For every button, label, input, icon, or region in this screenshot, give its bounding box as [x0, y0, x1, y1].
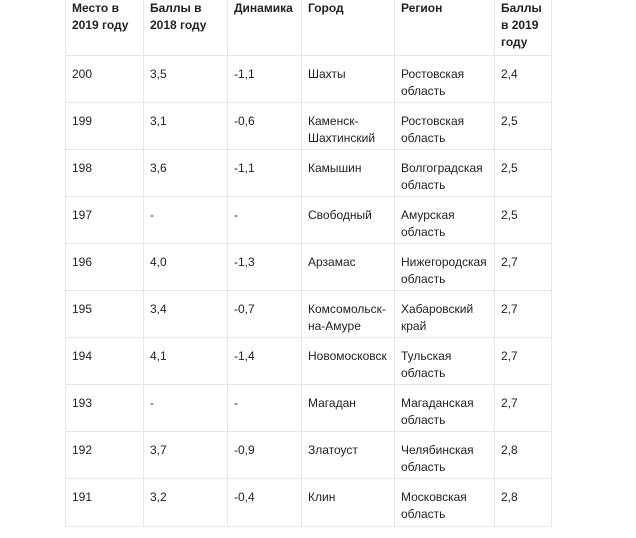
- cell-region: Магаданская область: [395, 385, 495, 432]
- cell-dynamics: -1,3: [228, 244, 302, 291]
- cell-dynamics: -: [228, 197, 302, 244]
- header-place-2019: Место в 2019 году: [66, 0, 144, 56]
- cell-score-2018: -: [144, 197, 228, 244]
- cell-score-2019: 2,7: [495, 244, 552, 291]
- cell-dynamics: -1,1: [228, 150, 302, 197]
- cell-city: Арзамас: [302, 244, 395, 291]
- table-row: [66, 338, 552, 385]
- table-body: [66, 56, 552, 527]
- cell-region: Челябинская область: [395, 432, 495, 479]
- cell-region: Амурская область: [395, 197, 495, 244]
- cell-dynamics: -: [228, 385, 302, 432]
- cell-dynamics: -0,4: [228, 479, 302, 527]
- header-city: Город: [302, 0, 395, 56]
- cell-score-2018: -: [144, 385, 228, 432]
- cell-score-2019: 2,4: [495, 56, 552, 103]
- cell-region: Нижегородская область: [395, 244, 495, 291]
- cell-score-2019: 2,8: [495, 432, 552, 479]
- cell-score-2018: 3,7: [144, 432, 228, 479]
- table-row: [66, 244, 552, 291]
- cell-place: 191: [66, 479, 144, 527]
- cell-score-2019: 2,5: [495, 103, 552, 150]
- cell-city: Клин: [302, 479, 395, 527]
- cell-score-2018: 3,1: [144, 103, 228, 150]
- cell-city: Комсомольск-на-Амуре: [302, 291, 395, 338]
- cell-region: Волгоградская область: [395, 150, 495, 197]
- header-region: Регион: [395, 0, 495, 56]
- cell-place: 193: [66, 385, 144, 432]
- ranking-table-container: [65, 0, 552, 527]
- cell-dynamics: -0,6: [228, 103, 302, 150]
- cell-place: 199: [66, 103, 144, 150]
- cell-city: Златоуст: [302, 432, 395, 479]
- cell-place: 197: [66, 197, 144, 244]
- cell-score-2019: 2,5: [495, 197, 552, 244]
- cell-city: Шахты: [302, 56, 395, 103]
- cell-city: Камышин: [302, 150, 395, 197]
- header-score-2018: Баллы в 2018 году: [144, 0, 228, 56]
- table-row: [66, 197, 552, 244]
- cell-dynamics: -1,1: [228, 56, 302, 103]
- table-row: [66, 150, 552, 197]
- table-row: [66, 385, 552, 432]
- cell-place: 192: [66, 432, 144, 479]
- cell-dynamics: -0,9: [228, 432, 302, 479]
- cell-region: Тульская область: [395, 338, 495, 385]
- cell-place: 195: [66, 291, 144, 338]
- cell-score-2018: 3,6: [144, 150, 228, 197]
- cell-dynamics: -1,4: [228, 338, 302, 385]
- cell-city: Новомосковск: [302, 338, 395, 385]
- cell-place: 196: [66, 244, 144, 291]
- cell-score-2018: 4,1: [144, 338, 228, 385]
- table-row: [66, 432, 552, 479]
- table-header-row: [66, 0, 552, 56]
- cell-score-2019: 2,5: [495, 150, 552, 197]
- ranking-table: [65, 0, 552, 527]
- cell-score-2018: 3,4: [144, 291, 228, 338]
- table-row: [66, 103, 552, 150]
- cell-score-2018: 3,2: [144, 479, 228, 527]
- cell-city: Каменск-Шахтинский: [302, 103, 395, 150]
- table-row: [66, 56, 552, 103]
- cell-score-2018: 3,5: [144, 56, 228, 103]
- cell-city: Свободный: [302, 197, 395, 244]
- cell-score-2019: 2,7: [495, 338, 552, 385]
- cell-score-2018: 4,0: [144, 244, 228, 291]
- cell-region: Ростовская область: [395, 56, 495, 103]
- table-row: [66, 479, 552, 527]
- cell-score-2019: 2,8: [495, 479, 552, 527]
- cell-place: 200: [66, 56, 144, 103]
- cell-place: 194: [66, 338, 144, 385]
- cell-region: Московская область: [395, 479, 495, 527]
- header-score-2019: Баллы в 2019 году: [495, 0, 552, 56]
- cell-dynamics: -0,7: [228, 291, 302, 338]
- cell-score-2019: 2,7: [495, 291, 552, 338]
- cell-score-2019: 2,7: [495, 385, 552, 432]
- header-dynamics: Динамика: [228, 0, 302, 56]
- cell-region: Ростовская область: [395, 103, 495, 150]
- table-row: [66, 291, 552, 338]
- cell-region: Хабаровский край: [395, 291, 495, 338]
- cell-place: 198: [66, 150, 144, 197]
- cell-city: Магадан: [302, 385, 395, 432]
